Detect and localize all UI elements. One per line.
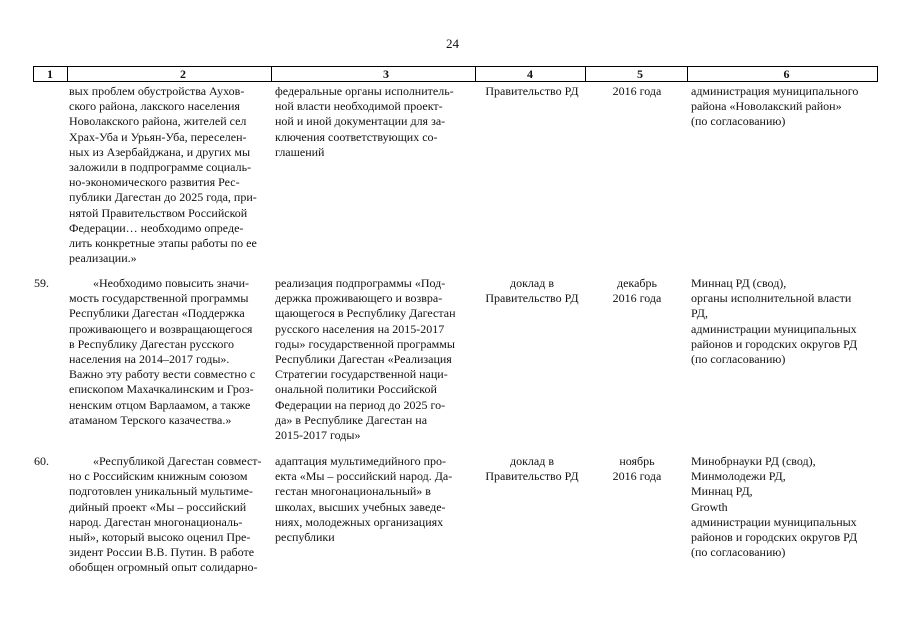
column-header-4: 4 [527,67,533,81]
column-header-2: 2 [180,67,186,81]
row-number: 59. [34,276,49,290]
header-divider [687,66,688,82]
page-number: 24 [446,36,459,51]
header-divider [33,66,34,82]
row-2-col2: «Республикой Дагестан совмест- но с Российским книжным союзом подготовлен уникальный мультиме- дийный проект «Мы – российский народ. Дагестан многонациональ- ный», который высоко оценил Пре- зидент России В.В. Путин. В работе обобщен огромный опыт солидарно- [69,454,262,575]
column-header-3: 3 [383,67,389,81]
row-2-col4: доклад в Правительство РД [485,454,579,484]
header-divider [585,66,586,82]
table-header [33,66,878,82]
row-number: 60. [34,454,49,468]
row-0-col2: вых проблем обустройства Аухов- ского района, лакского населения Новолакского района, жителей сел Храх-Уба и Урьян-Уба, переселен- ных из Азербайджана, и других мы заложили в подпрограмме социаль- но-экономического развития Рес- публики Дагестан до 2025 года, при- нятой Правительством Российской Федерации… необходимо опреде- лить конкретные этапы работы по ее реализации.» [69,84,257,266]
row-1-col3: реализация подпрограммы «Под- держка проживающего и возвра- щающегося в Республику Дагестан русского населения на 2015-2017 годы» государственной программы Республики Дагестан «Реализация Стратегии государственной наци- ональной политики Российской Федерации на период до 2025 го- да» в Республике Дагестан на 2015-2017 годы» [275,276,456,443]
header-divider [475,66,476,82]
column-header-1: 1 [47,67,53,81]
header-divider [271,66,272,82]
row-0-col5: 2016 года [612,84,662,98]
row-1-col5: декабрь 2016 года [612,276,662,306]
column-header-6: 6 [783,67,790,81]
header-divider [67,66,68,82]
row-0-col4: Правительство РД [485,84,579,98]
column-header-5: 5 [637,67,643,81]
row-1-col2: «Необходимо повысить значи- мость государственной программы Республики Дагестан «Поддержка проживающего и возвращающегося в Республику Дагестан русского населения на 2014–2017 годы». Важно эту работу вести совместно с епископом Махачкалинским и Гроз- ненским отцом Варлаамом, а также атаманом Терского казачества.» [69,276,256,427]
row-0-col3: федеральные органы исполнитель- ной власти необходимой проект- ной и иной документации для за- ключения соответствующих со- глашений [275,84,454,159]
row-1-col6: Миннац РД (свод), органы исполнительной власти РД, администрации муниципальных районов и городских округов РД (по согласованию) [691,276,858,367]
row-2-col5: ноябрь 2016 года [612,454,662,484]
header-divider [877,66,878,82]
row-0-col6: администрация муниципального района «Новолакский район» (по согласованию) [691,84,859,129]
row-1-col4: доклад в Правительство РД [485,276,579,306]
row-2-col6: Минобрнауки РД (свод), Минмолодежи РД, Миннац РД, Growth администрации муниципальных районов и городских округов РД (по согласованию) [691,454,858,560]
row-2-col3: адаптация мультимедийного про- екта «Мы – российский народ. Да- гестан многонациональный» в школах, высших учебных заведе- ниях, молодежных организациях республики [275,454,453,545]
